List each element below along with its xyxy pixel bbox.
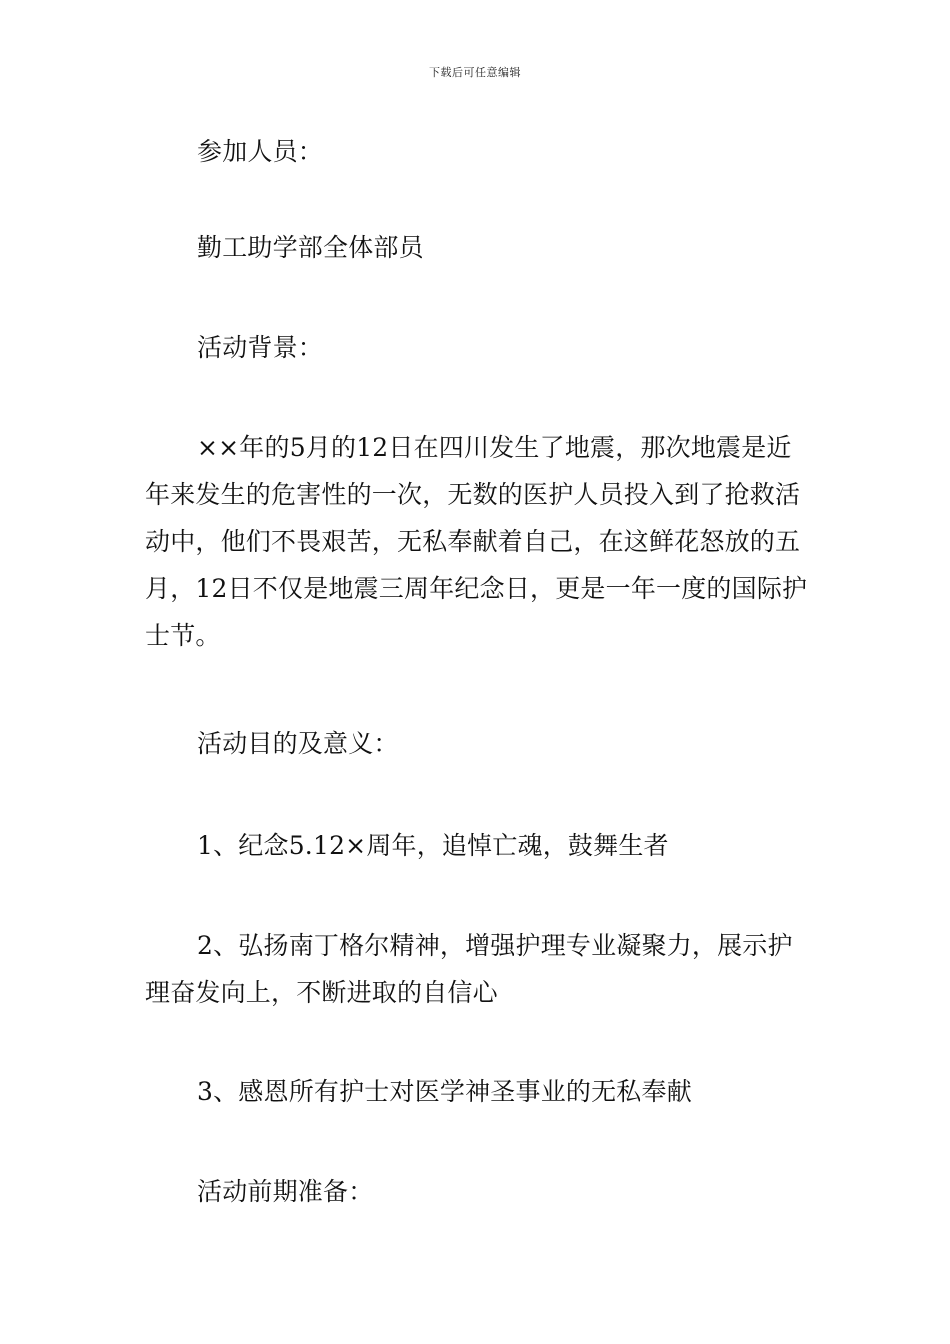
purpose-item: 1、纪念5.12×周年，追悼亡魂，鼓舞生者 (197, 831, 669, 860)
participants-heading: 参加人员： (197, 137, 324, 166)
purpose-heading: 活动目的及意义： (197, 729, 399, 758)
background-heading: 活动背景： (197, 333, 324, 362)
page-header-note: 下载后可任意编辑 (429, 66, 521, 79)
purpose-item: 2、弘扬南丁格尔精神，增强护理专业凝聚力，展示护理奋发向上，不断进取的自信心 (145, 931, 793, 1007)
participants-text: 勤工助学部全体部员 (197, 233, 424, 262)
purpose-item: 3、感恩所有护士对医学神圣事业的无私奉献 (197, 1077, 692, 1106)
background-paragraph: ××年的5月的12日在四川发生了地震，那次地震是近年来发生的危害性的一次，无数的医护人员投入到了抢救活动中，他们不畏艰苦，无私奉献着自己，在这鲜花怒放的五月，12日不仅是地震三周年纪念日，更是一年一度的国际护士节。 (145, 433, 808, 650)
preparation-heading: 活动前期准备： (197, 1177, 374, 1206)
